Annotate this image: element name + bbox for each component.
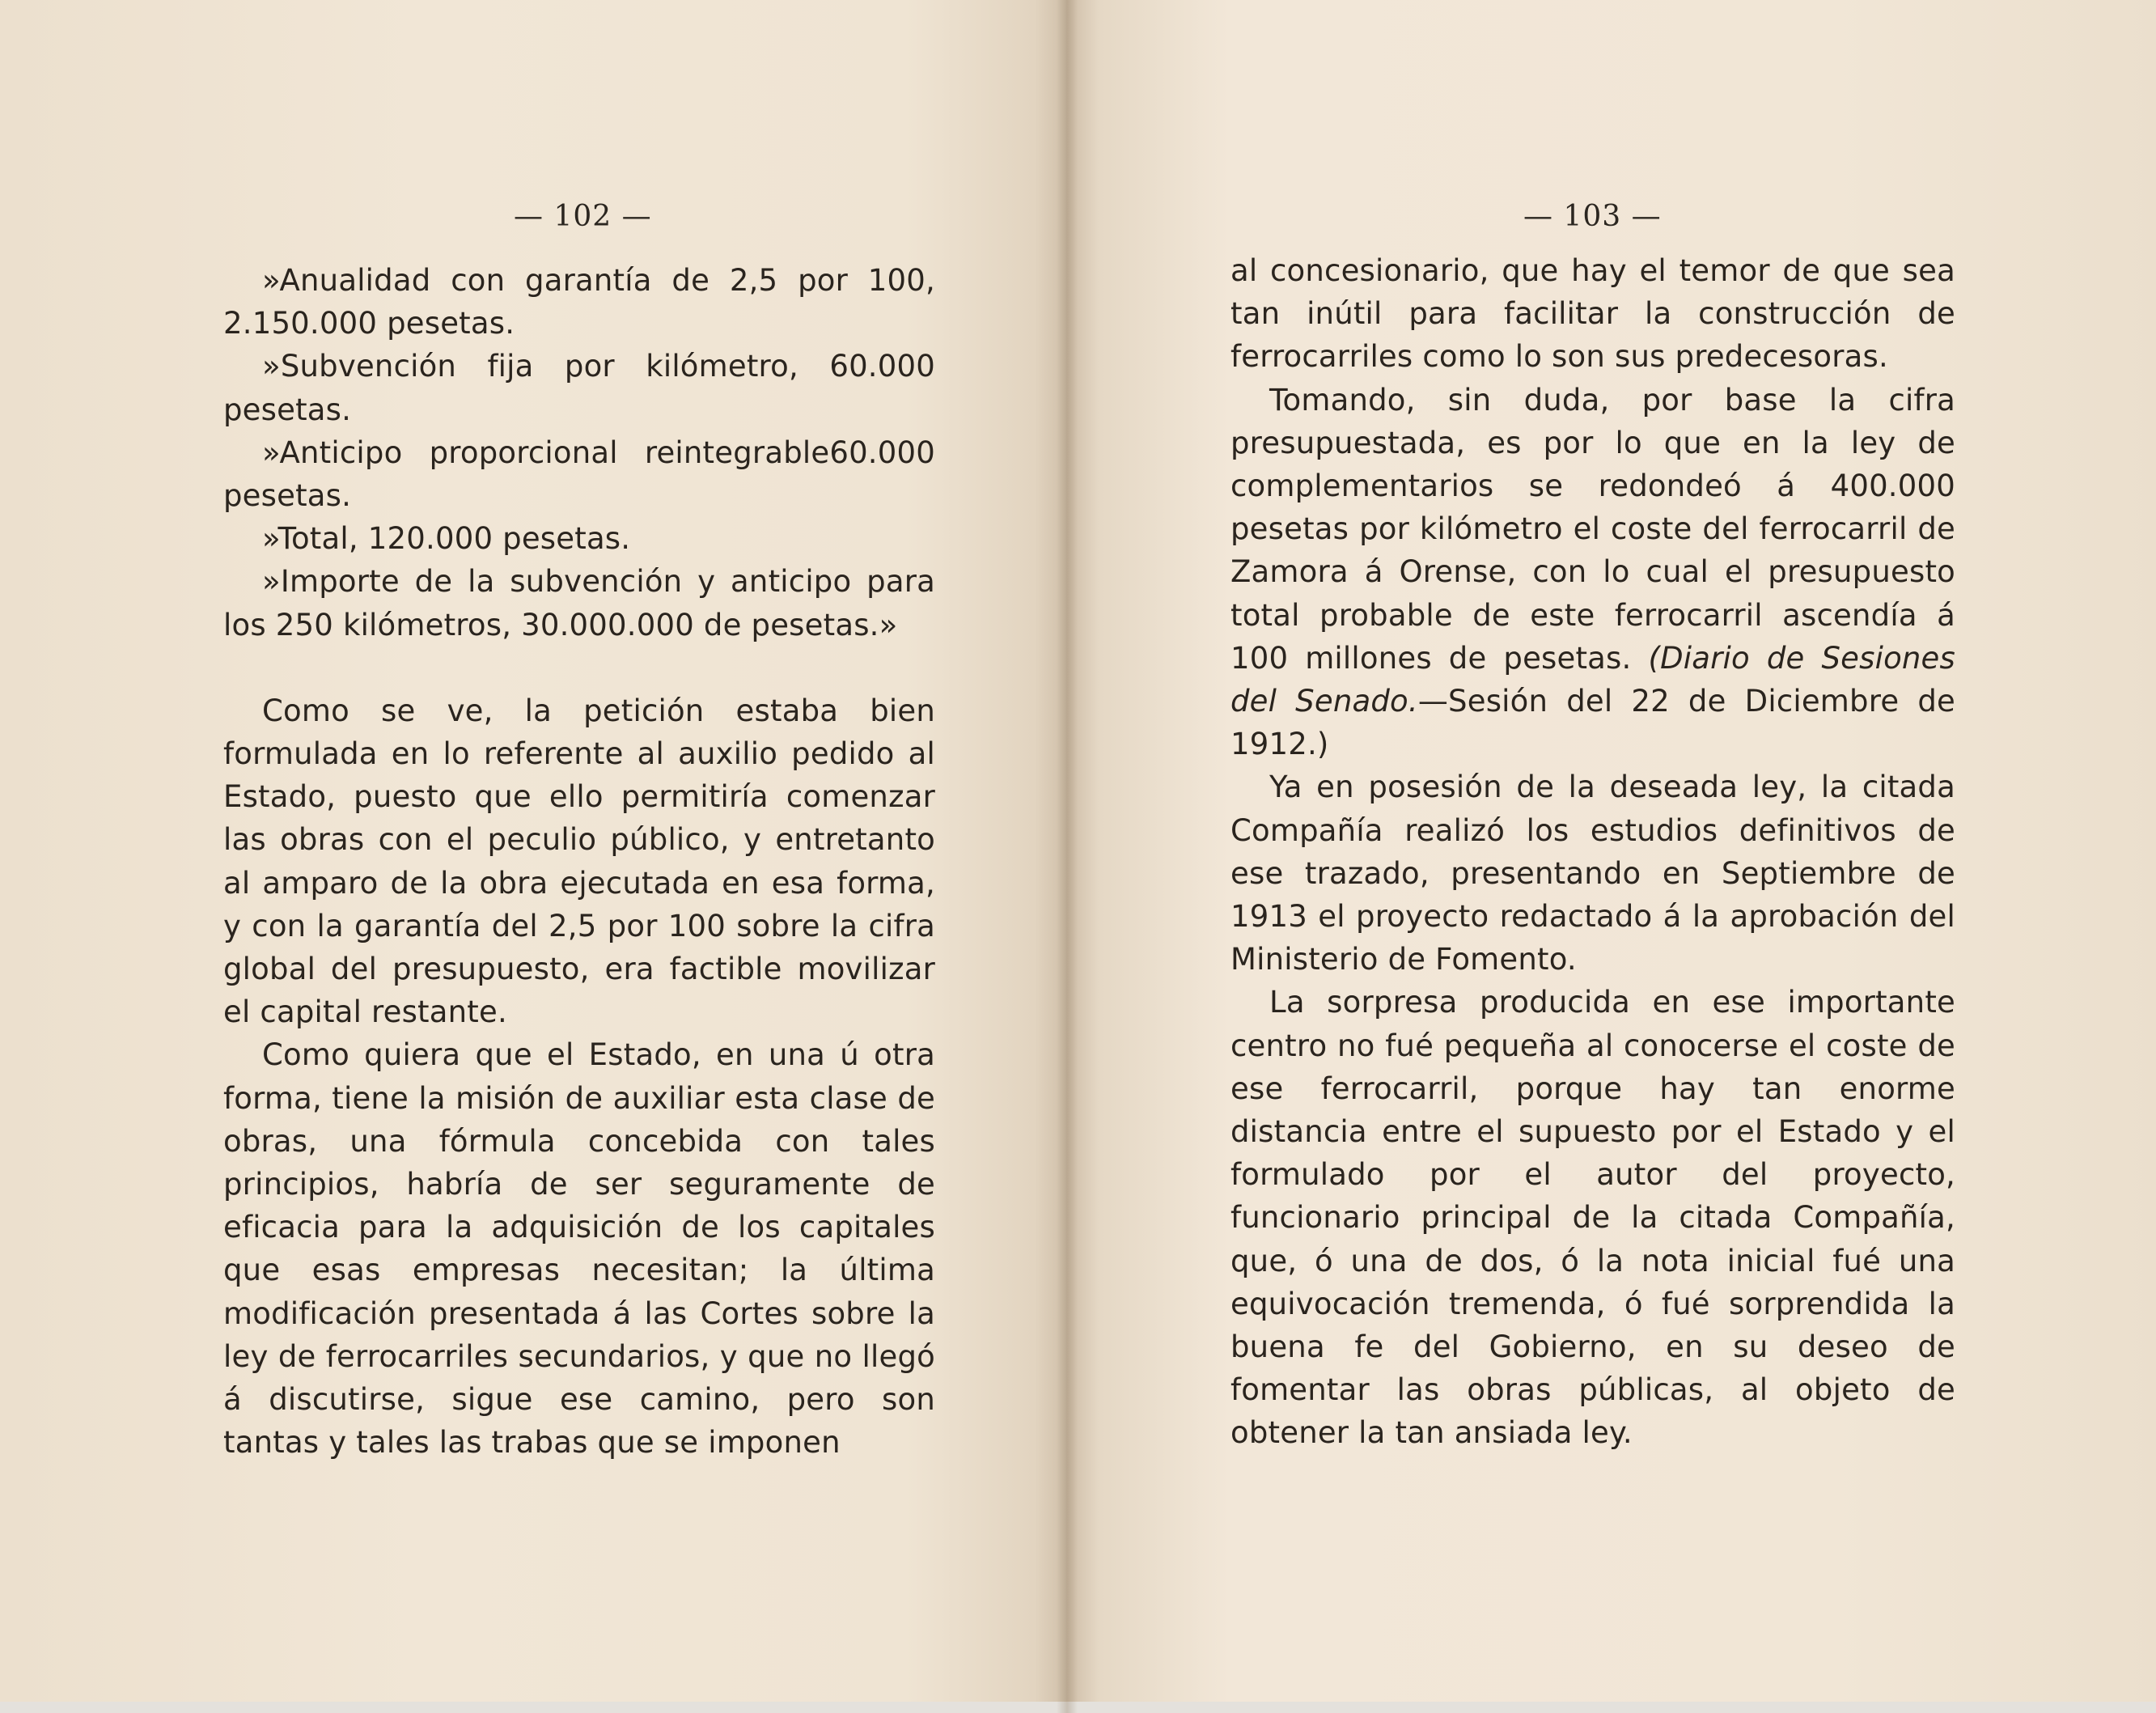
- page-number-left: — 102 —: [514, 200, 652, 233]
- paragraph-subvencion: »Subvención fija por kilómetro, 60.000 pesetas.: [223, 349, 935, 427]
- paragraph-como-quiera: Como quiera que el Estado, en una ú otra forma, tiene la misión de auxiliar esta clase de obras, una fórmula concebida con tales principios, habría de ser seguramente de eficacia para la adquisición de los capitales que esas empresas necesitan; la última modificación presentada á las Cortes sobre la ley de ferrocarriles secundarios, y que no llegó á discutirse, sigue ese camino, pero son tantas y tales las trabas que se imponen: [223, 1037, 935, 1461]
- paragraph-tomando-text: Tomando, sin duda, por base la cifra presupuestada, es por lo que en la ley de complementarios se redondeó á 400.000 pesetas por kilómetro el coste del ferrocarril de Zamora á Orense, con lo cual el presupuesto total probable de este ferrocarril ascendía á 100 millones de pesetas.: [1230, 382, 1955, 676]
- senate-diary-citation: (Diario de Sesiones del Senado.: [1230, 640, 1955, 719]
- paragraph-total: »Total, 120.000 pesetas.: [262, 521, 631, 557]
- right-page-text: [1230, 249, 1955, 1455]
- paragraph-tomando: [1230, 379, 1955, 766]
- left-page-bottom-edge: [0, 1702, 1066, 1713]
- book-gutter: [1057, 0, 1078, 1713]
- paragraph-ya-en-posesion: Ya en posesión de la deseada ley, la citada Compañía realizó los estudios definitivos de ese trazado, presentando en Septiembre de 1913 el proyecto redactado á la aprobación del Ministerio de Fomento.: [1230, 770, 1955, 977]
- paragraph-importe: »Importe de la subvención y anticipo para los 250 kilómetros, 30.000.000 de pesetas.»: [223, 564, 935, 642]
- right-page: [1066, 0, 2156, 1713]
- left-page-text: [223, 259, 935, 1464]
- paragraph-como-se-ve: Como se ve, la petición estaba bien formulada en lo referente al auxilio pedido al Estado, puesto que ello permitiría comenzar las obras con el peculio público, y entretanto al amparo de la obra ejecutada en esa forma, y con la garantía del 2,5 por 100 sobre la cifra global del presupuesto, era factible movilizar el capital restante.: [223, 693, 935, 1030]
- session-date: —Sesión del 22 de Diciembre de 1912.): [1230, 684, 1956, 762]
- paragraph-anticipo: »Anticipo proporcional reintegrable60.000 pesetas.: [223, 435, 935, 514]
- paragraph-concesionario: al concesionario, que hay el temor de que sea tan inútil para facilitar la construcción de ferrocarriles como lo son sus predecesoras.: [1230, 253, 1955, 375]
- right-page-bottom-edge: [1066, 1702, 2156, 1713]
- page-number-right: — 103 —: [1523, 200, 1662, 233]
- paragraph-la-sorpresa: La sorpresa producida en ese importante centro no fué pequeña al conocerse el coste de ese ferrocarril, porque hay tan enorme distancia entre el supuesto por el Estado y el formulado por el autor del proyecto, funcionario principal de la citada Compañía, que, ó una de dos, ó la nota inicial fué una equivocación tremenda, ó fué sorprendida la buena fe del Gobierno, en su deseo de fomentar las obras públicas, al objeto de obtener la tan ansiada ley.: [1230, 985, 1955, 1451]
- paragraph-anualidad: »Anualidad con garantía de 2,5 por 100, 2.150.000 pesetas.: [223, 263, 935, 341]
- left-page: [0, 0, 1066, 1713]
